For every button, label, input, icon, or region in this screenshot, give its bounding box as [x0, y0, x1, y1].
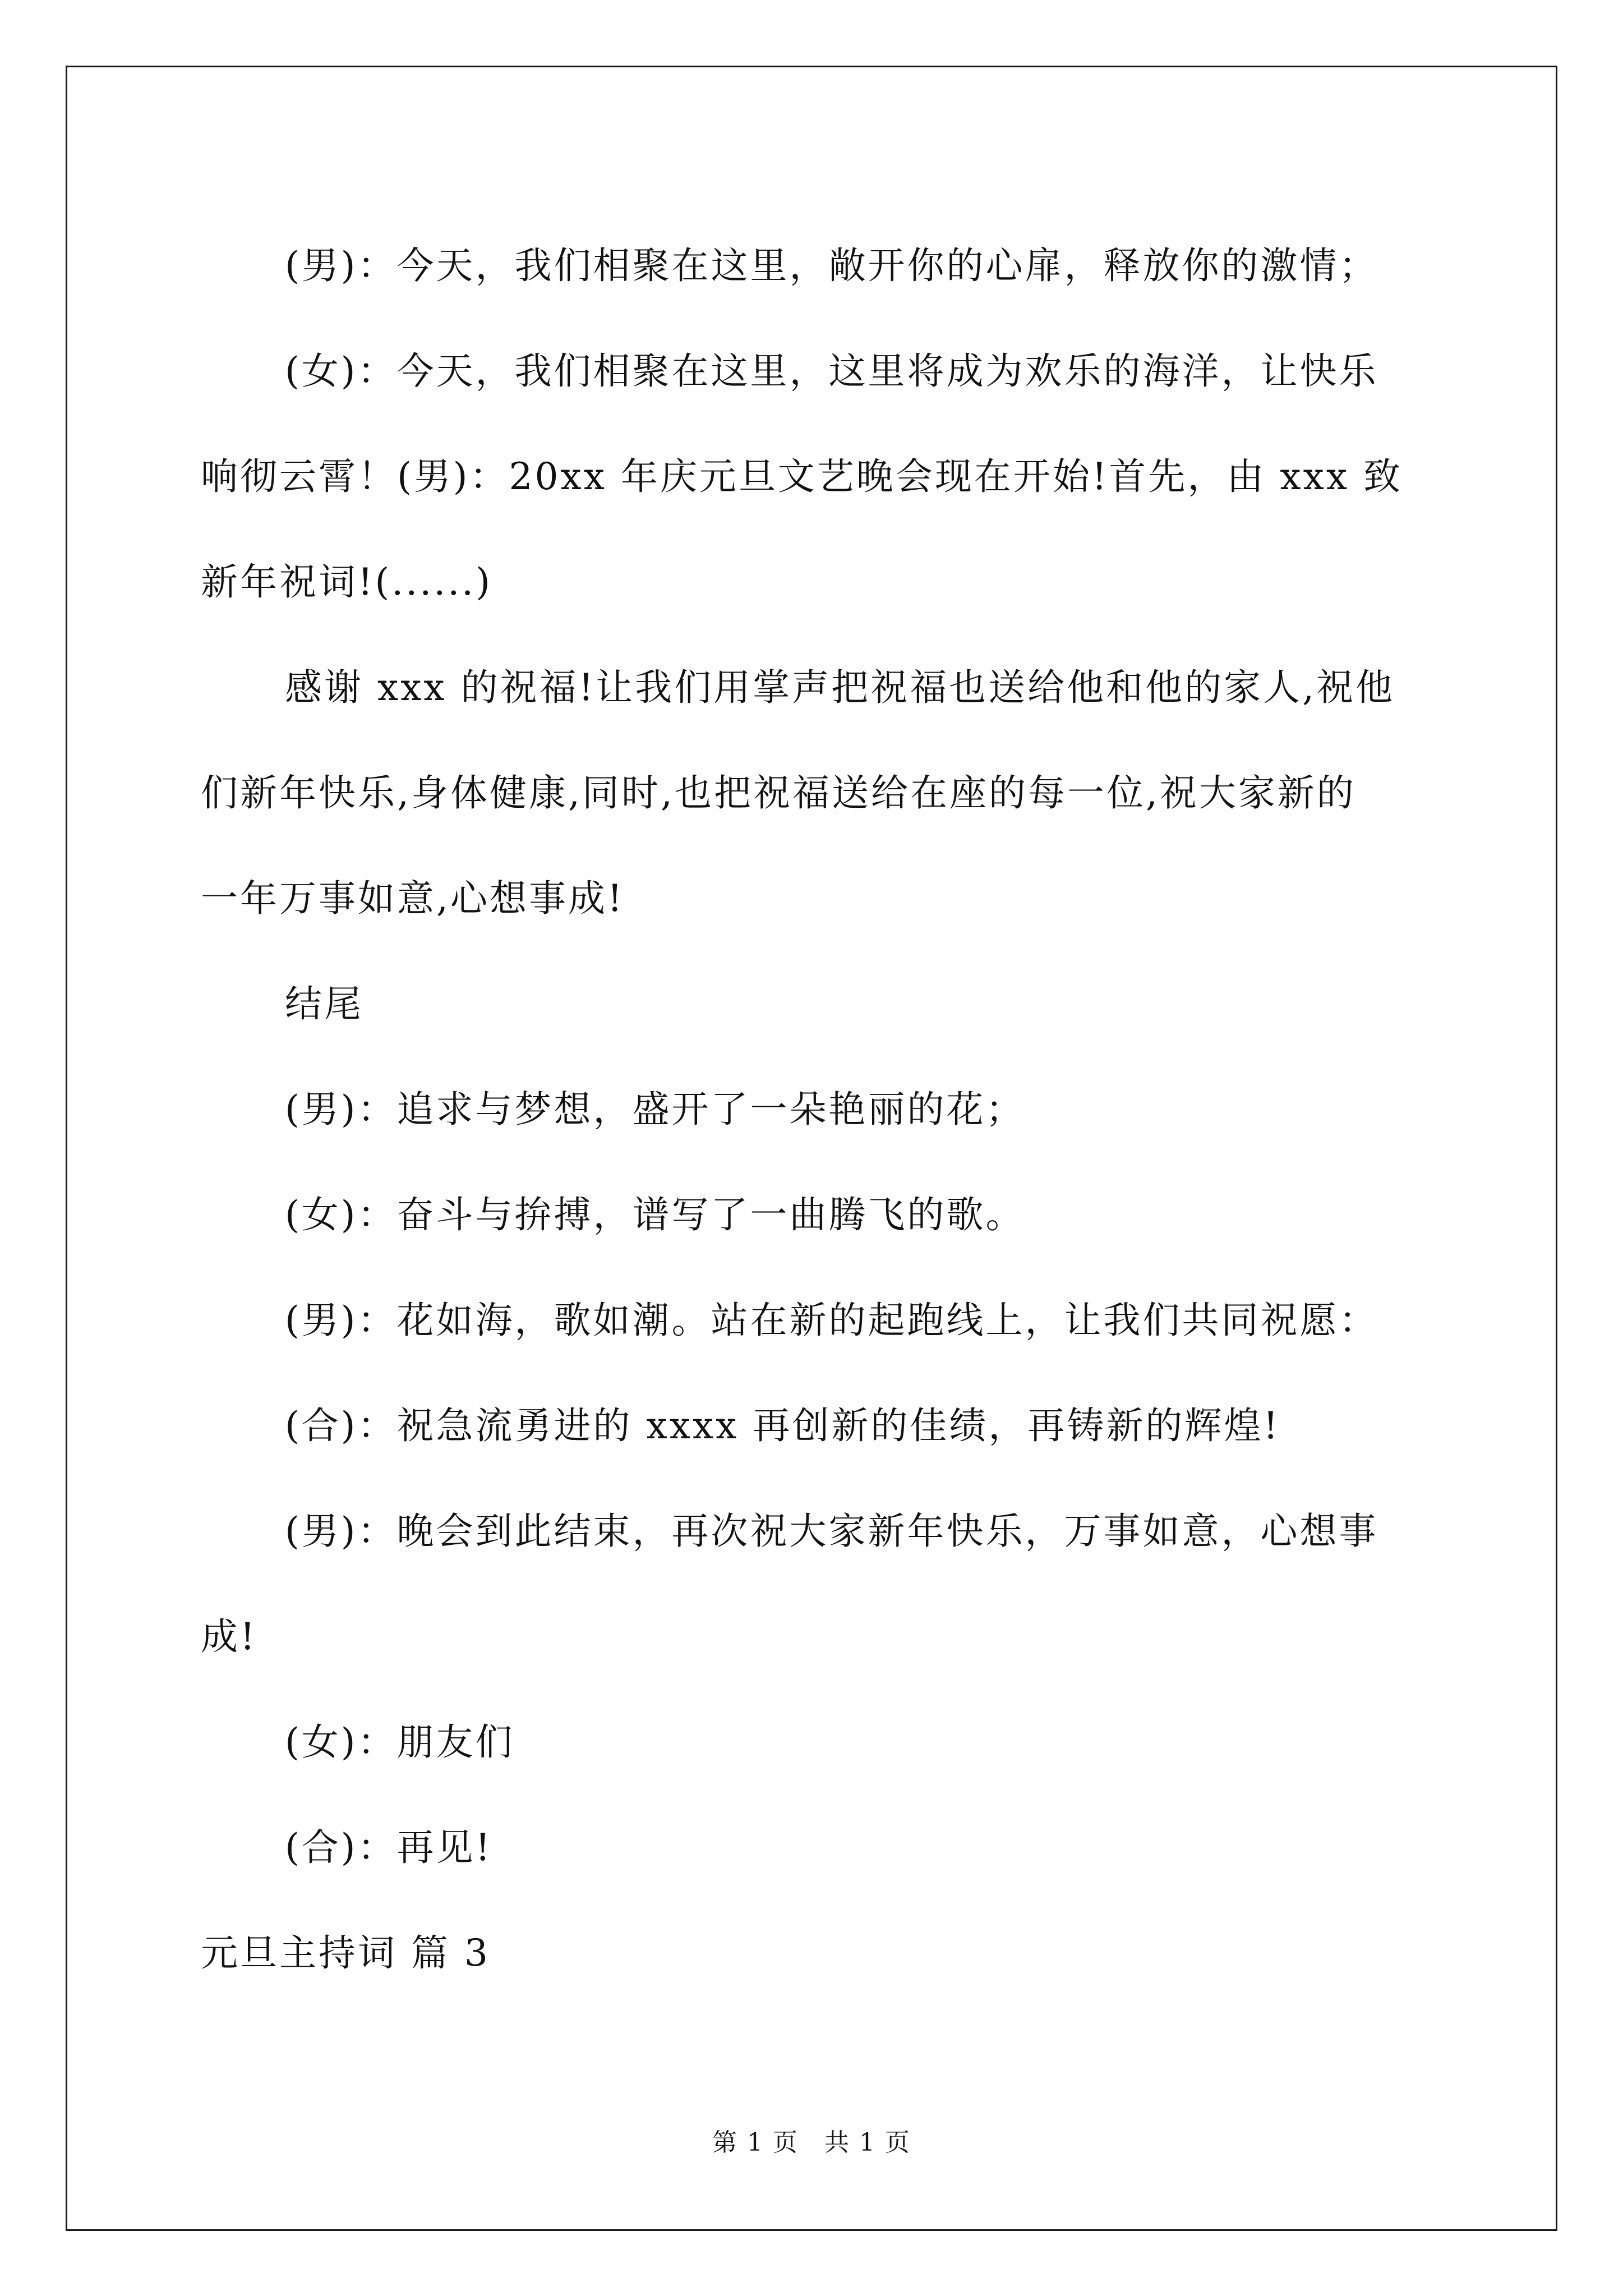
text-line: 成!: [201, 1615, 257, 1658]
paragraph: [201, 319, 1429, 635]
text-line: (男)：追求与梦想，盛开了一朵艳丽的花；: [285, 1088, 1025, 1131]
section-title: 元旦主持词 篇 3: [201, 1931, 490, 1975]
paragraph: [201, 1373, 1429, 1479]
page-footer: 第 1 页 共 1 页: [712, 2128, 911, 2157]
paragraph: [201, 1479, 1429, 1690]
text-line: (女)：今天，我们相聚在这里，这里将成为欢乐的海洋，让快乐: [285, 349, 1378, 393]
text-line: 一年万事如意,心想事成!: [201, 877, 625, 920]
document-body: [201, 213, 1429, 2006]
paragraph-heading: [201, 951, 1429, 1057]
text-line: (合)：再见!: [285, 1826, 493, 1869]
text-line: 新年祝词!(......): [201, 560, 492, 604]
text-line: 结尾: [285, 982, 363, 1025]
paragraph: [201, 1162, 1429, 1268]
paragraph: [201, 1268, 1429, 1373]
text-line: (合)：祝急流勇进的 xxxx 再创新的佳绩，再铸新的辉煌!: [285, 1404, 1280, 1447]
paragraph: [201, 213, 1429, 319]
paragraph: [201, 635, 1429, 951]
text-line: (男)：花如海，歌如潮。站在新的起跑线上，让我们共同祝愿：: [285, 1299, 1378, 1342]
text-line: 们新年快乐,身体健康,同时,也把祝福送给在座的每一位,祝大家新的: [201, 771, 1356, 815]
text-line: (女)：朋友们: [285, 1720, 515, 1764]
paragraph: [201, 1057, 1429, 1162]
text-line: 感谢 xxx 的祝福!让我们用掌声把祝福也送给他和他的家人,祝他: [285, 666, 1395, 709]
text-line: (男)：晚会到此结束，再次祝大家新年快乐，万事如意，心想事: [285, 1510, 1378, 1553]
paragraph: [201, 1795, 1429, 1901]
text-line: (女)：奋斗与拚搏，谱写了一曲腾飞的歌。: [285, 1193, 1025, 1236]
text-line: (男)：今天，我们相聚在这里，敞开你的心扉，释放你的激情；: [285, 244, 1378, 287]
text-line: 响彻云霄！(男)：20xx 年庆元旦文艺晚会现在开始!首先，由 xxx 致: [201, 455, 1403, 498]
paragraph: [201, 1690, 1429, 1795]
